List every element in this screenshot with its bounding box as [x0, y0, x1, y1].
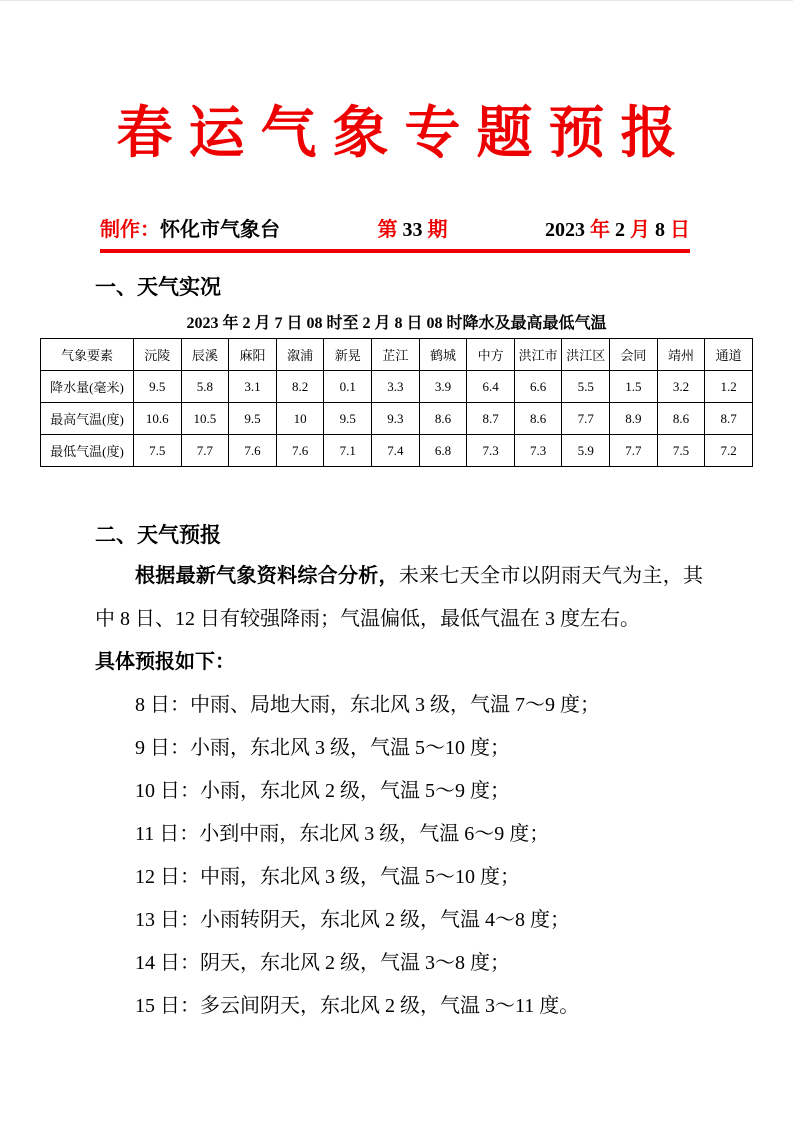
- forecast-line: 10 日：小雨，东北风 2 级，气温 5～9 度；: [135, 780, 510, 802]
- table-cell: 7.7: [181, 435, 229, 467]
- section1-heading: 一、天气实况: [95, 275, 221, 299]
- table-cell: 7.7: [610, 435, 658, 467]
- issue-field: 第 33 期: [377, 219, 448, 241]
- section2: [0, 519, 793, 1028]
- intro-paragraph: [95, 555, 703, 641]
- weather-table: [40, 338, 753, 467]
- table-header-row: [41, 339, 753, 371]
- table-cell: 7.2: [705, 435, 753, 467]
- table-cell: 5.9: [562, 435, 610, 467]
- table-row: [41, 435, 753, 467]
- table-cell: 7.5: [134, 435, 182, 467]
- forecast-line: 15 日：多云间阴天，东北风 2 级，气温 3～11 度。: [135, 995, 580, 1017]
- red-divider: [100, 249, 690, 253]
- column-header: 通道: [705, 339, 753, 371]
- row-label: 最高气温(度): [41, 403, 134, 435]
- table-cell: 7.1: [324, 435, 372, 467]
- column-header: 气象要素: [41, 339, 134, 371]
- table-cell: 9.5: [229, 403, 277, 435]
- table-cell: 7.7: [562, 403, 610, 435]
- table-title: 2023 年 2 月 7 日 08 时至 2 月 8 日 08 时降水及最高最低气温: [186, 315, 607, 332]
- column-header: 麻阳: [229, 339, 277, 371]
- table-cell: 8.2: [276, 371, 324, 403]
- column-header: 中方: [467, 339, 515, 371]
- maker-label: 制作：: [100, 219, 160, 241]
- row-label: 降水量(毫米): [41, 371, 134, 403]
- table-cell: 3.2: [657, 371, 705, 403]
- column-header: 沅陵: [134, 339, 182, 371]
- table-cell: 10.5: [181, 403, 229, 435]
- forecast-list: [0, 684, 793, 1028]
- table-cell: 7.6: [276, 435, 324, 467]
- intro-bold-text: 根据最新气象资料综合分析，: [135, 565, 399, 587]
- page-title: 春运气象专题预报: [116, 103, 693, 165]
- table-cell: 6.6: [514, 371, 562, 403]
- column-header: 鹤城: [419, 339, 467, 371]
- column-header: 新晃: [324, 339, 372, 371]
- table-cell: 7.4: [372, 435, 420, 467]
- table-cell: 8.7: [467, 403, 515, 435]
- forecast-line: 8 日：中雨、局地大雨，东北风 3 级，气温 7～9 度；: [135, 694, 600, 716]
- table-cell: 9.5: [324, 403, 372, 435]
- table-cell: 9.5: [134, 371, 182, 403]
- masthead-meta: [100, 213, 690, 242]
- maker-field: [100, 213, 280, 242]
- table-cell: 7.6: [229, 435, 277, 467]
- section2-heading: 二、天气预报: [95, 523, 221, 547]
- table-cell: 1.2: [705, 371, 753, 403]
- forecast-line: 9 日：小雨，东北风 3 级，气温 5～10 度；: [135, 737, 510, 759]
- forecast-line: 11 日：小到中雨，东北风 3 级，气温 6～9 度；: [135, 823, 550, 845]
- row-label: 最低气温(度): [41, 435, 134, 467]
- table-cell: 1.5: [610, 371, 658, 403]
- column-header: 会同: [610, 339, 658, 371]
- forecast-line: 12 日：中雨，东北风 3 级，气温 5～10 度；: [135, 866, 520, 888]
- table-cell: 10.6: [134, 403, 182, 435]
- intro-rest-text: 未来七天全市以阴雨天气为主，其中 8 日、12 日有较强降雨；气温偏低，最低气温在 3 度左右。: [95, 565, 704, 630]
- table-cell: 3.9: [419, 371, 467, 403]
- column-header: 靖州: [657, 339, 705, 371]
- table-row: [41, 403, 753, 435]
- table-cell: 9.3: [372, 403, 420, 435]
- forecast-line: 13 日：小雨转阴天，东北风 2 级，气温 4～8 度；: [135, 909, 570, 931]
- column-header: 芷江: [372, 339, 420, 371]
- forecast-line: 14 日：阴天，东北风 2 级，气温 3～8 度；: [135, 952, 510, 974]
- table-cell: 8.6: [514, 403, 562, 435]
- table-cell: 7.5: [657, 435, 705, 467]
- table-cell: 8.9: [610, 403, 658, 435]
- table-cell: 5.5: [562, 371, 610, 403]
- table-cell: 6.4: [467, 371, 515, 403]
- table-cell: 7.3: [514, 435, 562, 467]
- maker-value: 怀化市气象台: [160, 219, 280, 241]
- table-cell: 3.1: [229, 371, 277, 403]
- table-cell: 6.8: [419, 435, 467, 467]
- date-field: 2023 年 2 月 8 日: [545, 219, 690, 241]
- table-cell: 8.6: [657, 403, 705, 435]
- table-cell: 10: [276, 403, 324, 435]
- column-header: 洪江市: [514, 339, 562, 371]
- column-header: 辰溪: [181, 339, 229, 371]
- table-cell: 8.6: [419, 403, 467, 435]
- forecast-heading: 具体预报如下：: [95, 651, 235, 673]
- table-cell: 5.8: [181, 371, 229, 403]
- table-cell: 7.3: [467, 435, 515, 467]
- table-row: [41, 371, 753, 403]
- column-header: 溆浦: [276, 339, 324, 371]
- column-header: 洪江区: [562, 339, 610, 371]
- table-cell: 8.7: [705, 403, 753, 435]
- table-cell: 3.3: [372, 371, 420, 403]
- table-cell: 0.1: [324, 371, 372, 403]
